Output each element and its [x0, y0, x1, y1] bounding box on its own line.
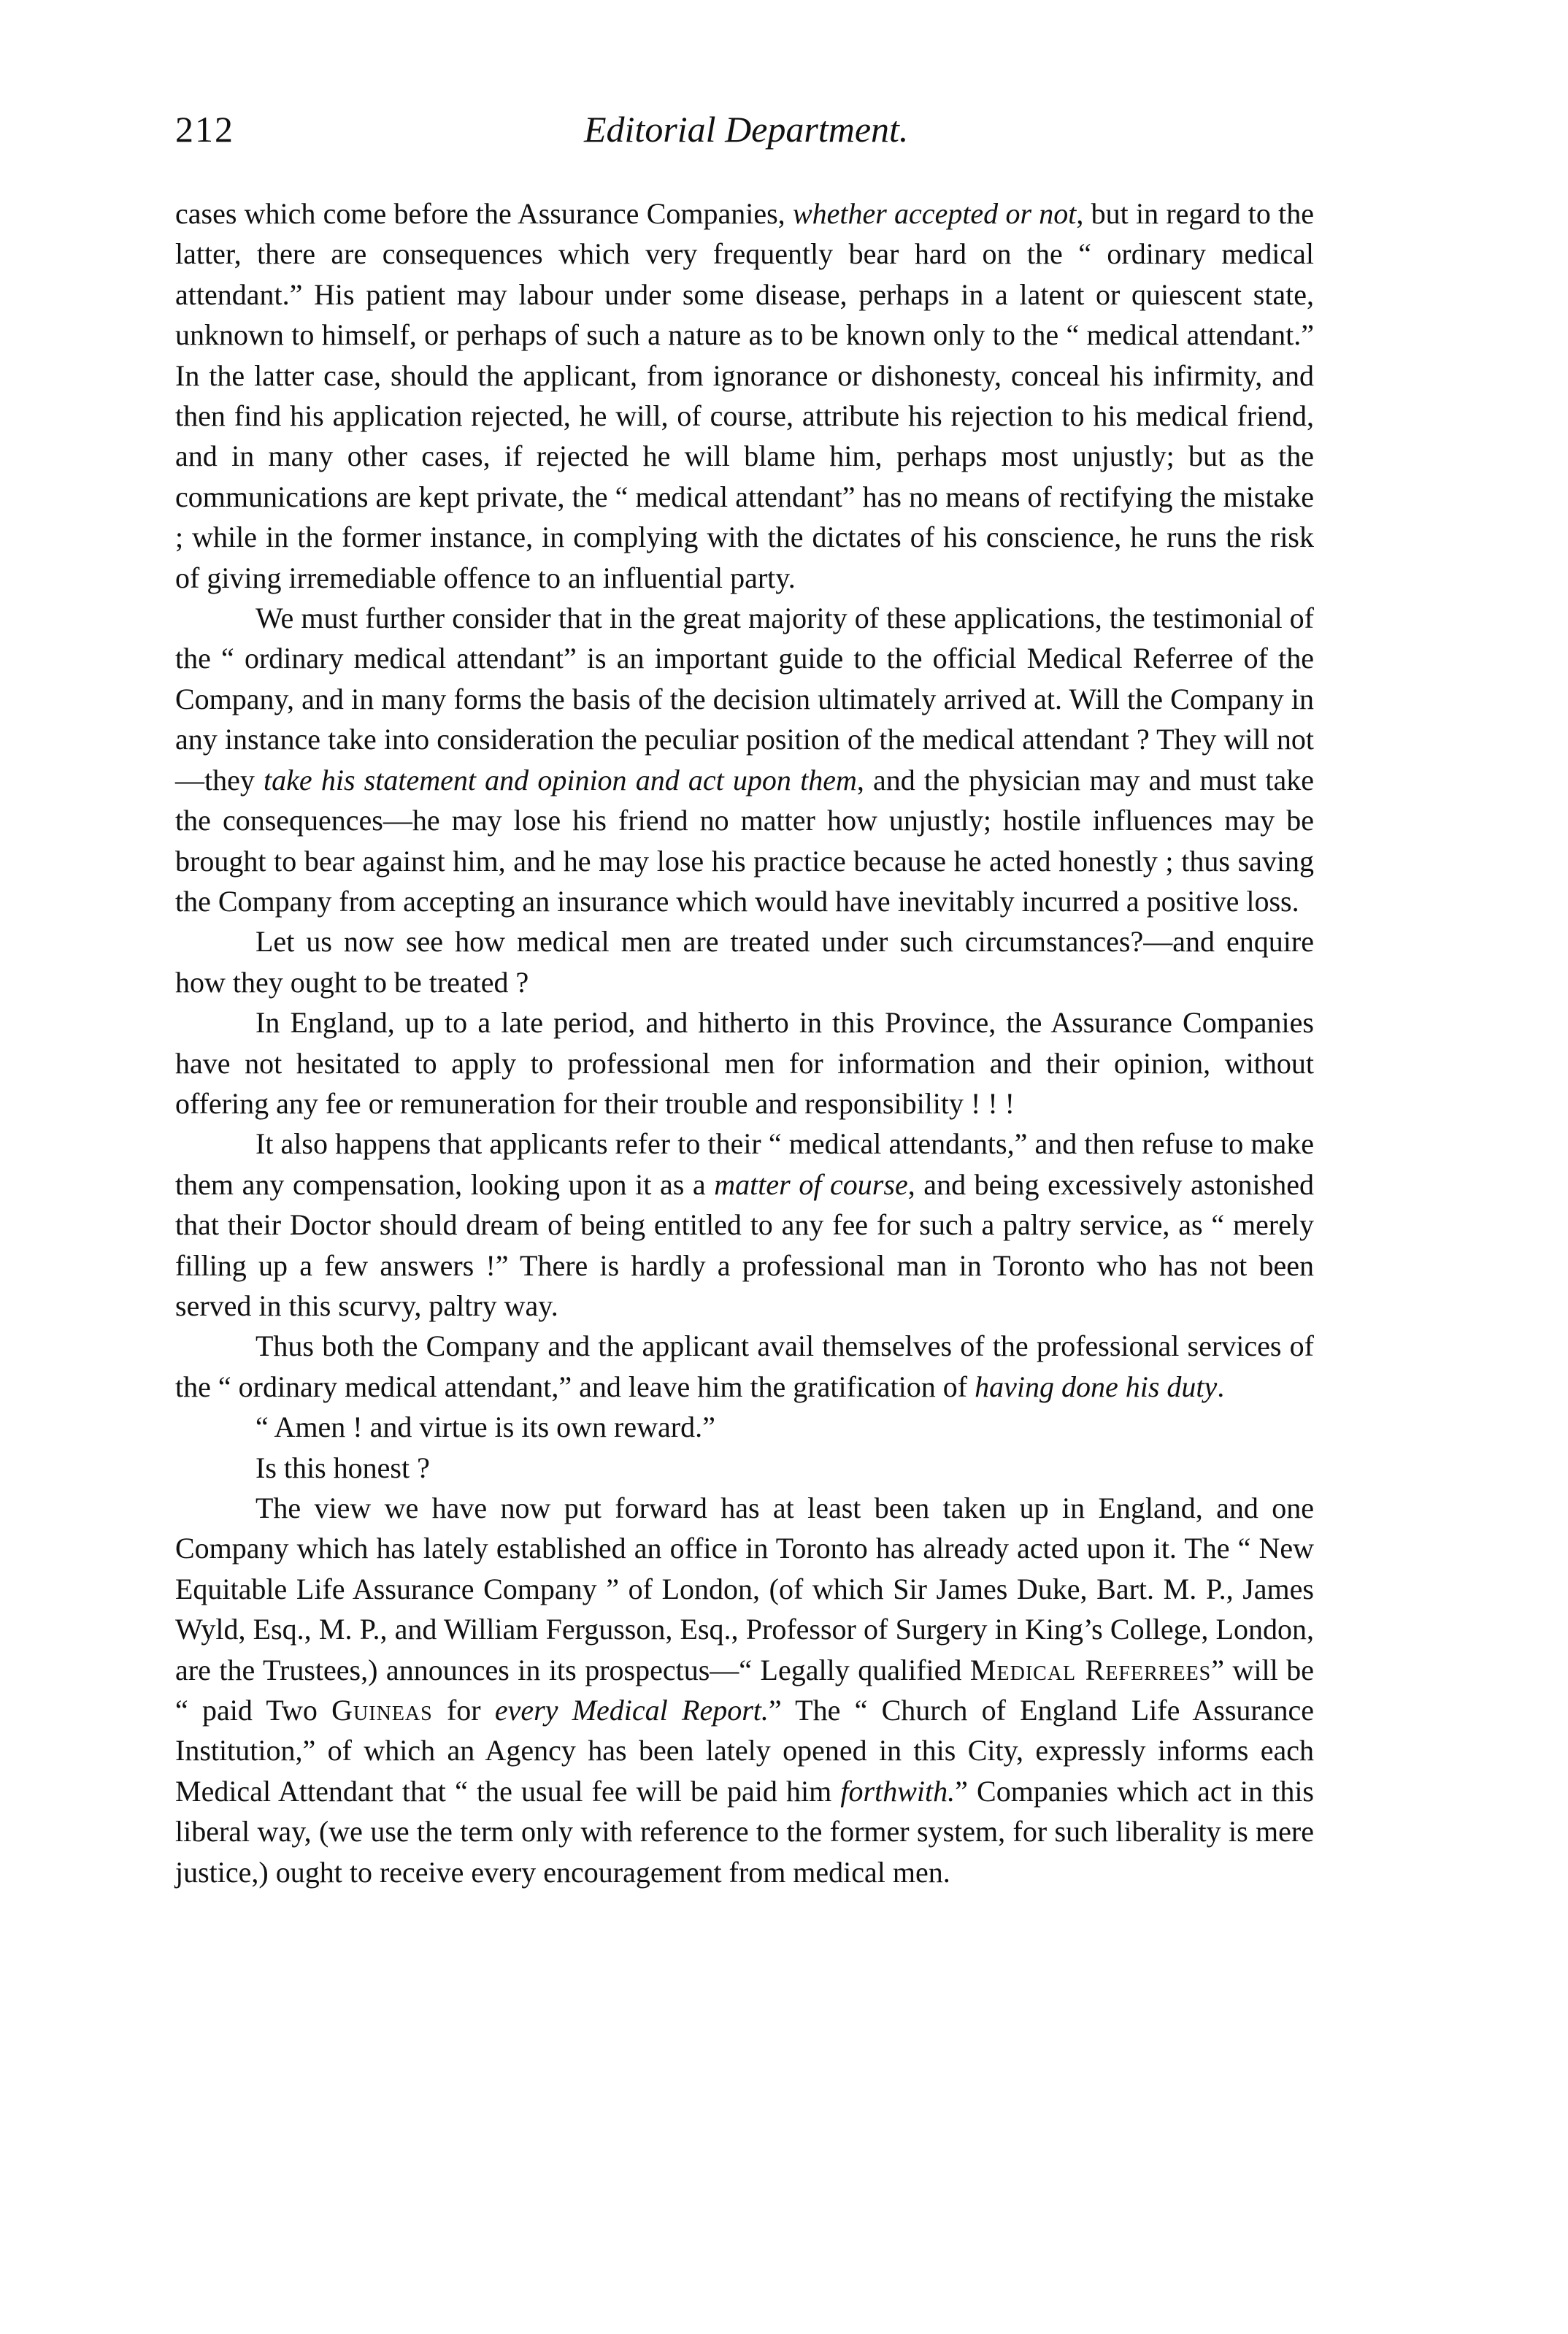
running-title: Editorial Department. [584, 109, 909, 150]
paragraph-7: “ Amen ! and virtue is its own reward.” [255, 1410, 715, 1444]
paragraph-6: Thus both the Company and the applicant avail themselves of the professional services of the “ ordinary medical attendant,” and leave him the gratification of having done his duty. [175, 1329, 1314, 1403]
paragraph-4: In England, up to a late period, and hitherto in this Province, the Assurance Companies have not hesitated to apply to professional men for information and their opinion, without offering any fee or remuneration for their trouble and responsibility ! ! ! [175, 1006, 1314, 1120]
paragraph-5: It also happens that applicants refer to their “ medical attendants,” and then refuse to make them any compensation, looking upon it as a matter of course, and being excessively astonished that their Doctor should dream of being entitled to any fee for such a paltry service, as “ merely filling up a few answers !” There is hardly a professional man in Toronto who has not been served in this scurvy, paltry way. [175, 1127, 1314, 1322]
paragraph-3: Let us now see how medical men are treated under such circumstances?—and enquire how they ought to be treated ? [175, 925, 1314, 999]
page-number: 212 [175, 109, 234, 150]
paragraph-1: cases which come before the Assurance Companies, whether accepted or not, but in regard to the latter, there are consequences which very frequently bear hard on the “ ordinary medical attendant.” His patient may labour under some disease, perhaps in a latent or quiescent state, unknown to himself, or perhaps of such a nature as to be known only to the “ medical attendant.” In the latter case, should the applicant, from ignorance or dishonesty, conceal his infirmity, and then find his application rejected, he will, of course, attribute his rejection to his medical friend, and in many other cases, if rejected he will blame him, perhaps most unjustly; but as the communications are kept private, the “ medical attendant” has no means of rectifying the mistake ; while in the former instance, in complying with the dictates of his conscience, he runs the risk of giving irremediable offence to an influential party. [175, 197, 1314, 594]
paragraph-8: Is this honest ? [255, 1451, 430, 1484]
page-header [175, 108, 1314, 166]
paragraph-2: We must further consider that in the great majority of these applications, the testimonial of the “ ordinary medical attendant” is an important guide to the official Medical Referree of the Company, and in many forms the basis of the decision ultimately arrived at. Will the Company in any instance take into consideration the peculiar position of the medical attendant ? They will not—they take his statement and opinion and act upon them, and the physician may and must take the consequences—he may lose his friend no matter how unjustly; hostile influences may be brought to bear against him, and he may lose his practice because he acted honestly ; thus saving the Company from accepting an insurance which would have inevitably incurred a positive loss. [175, 602, 1314, 918]
article-body [175, 193, 1314, 1892]
paragraph-9: The view we have now put forward has at least been taken up in England, and one Company which has lately established an office in Toronto has already acted upon it. The “ New Equitable Life Assurance Company ” of London, (of which Sir James Duke, Bart. M. P., James Wyld, Esq., M. P., and William Fergusson, Esq., Professor of Surgery in King’s College, London, are the Trustees,) announces in its prospectus—“ Legally qualified Medical Referrees” will be “ paid Two Guineas for every Medical Report.” The “ Church of England Life Assurance Institution,” of which an Agency has been lately opened in this City, expressly informs each Medical Attendant that “ the usual fee will be paid him forthwith.” Companies which act in this liberal way, (we use the term only with reference to the former system, for such liberality is mere justice,) ought to receive every encouragement from medical men. [175, 1492, 1315, 1889]
